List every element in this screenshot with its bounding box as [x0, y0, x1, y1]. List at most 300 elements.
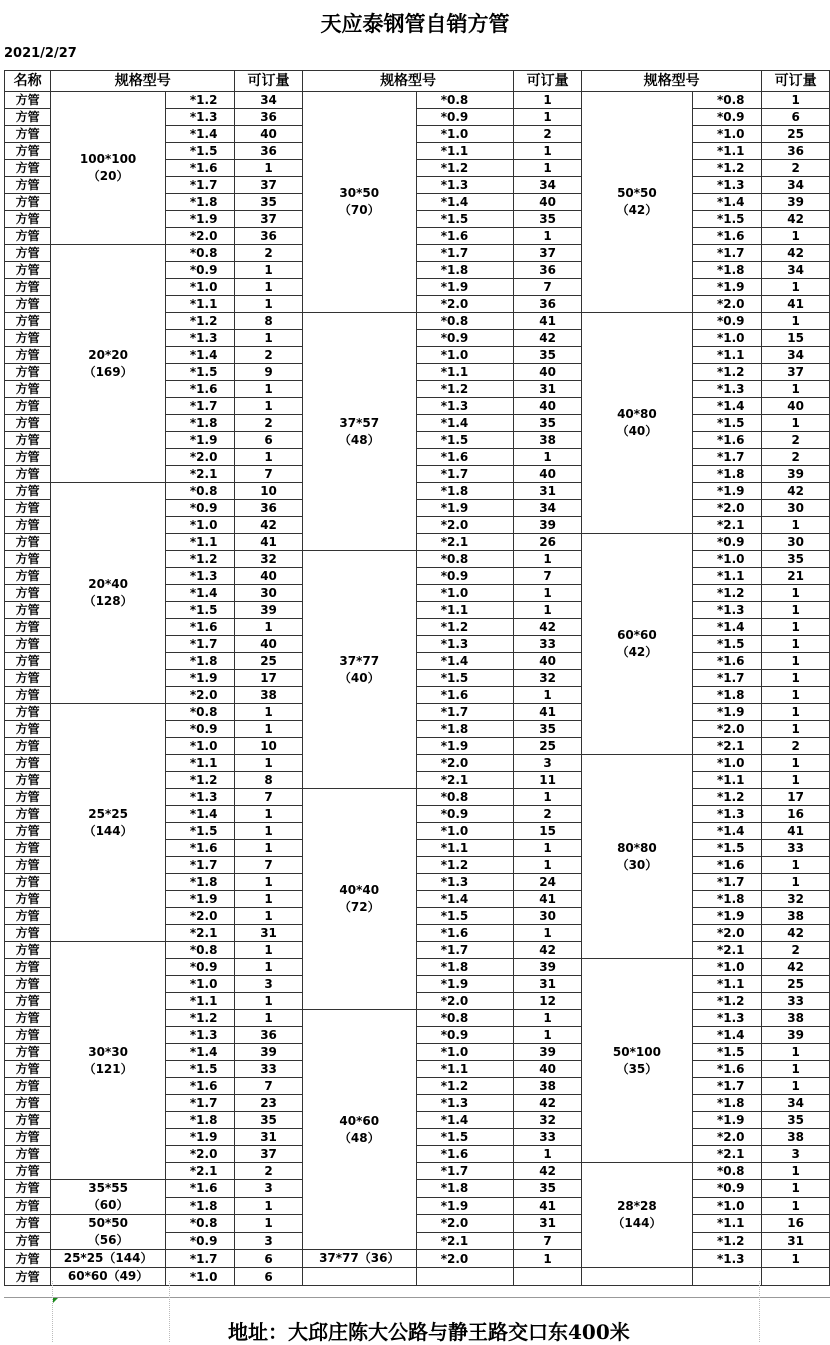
quantity-cell: 34	[762, 1095, 830, 1112]
quantity-cell: 1	[235, 381, 303, 398]
model-size: 50*50	[617, 186, 657, 200]
quantity-cell: 1	[762, 585, 830, 602]
row-name-cell: 方管	[5, 432, 51, 449]
row-name-cell: 方管	[5, 551, 51, 568]
quantity-cell: 36	[514, 262, 582, 279]
row-name-cell: 方管	[5, 1044, 51, 1061]
quantity-cell: 6	[762, 109, 830, 126]
thickness-cell: *2.0	[416, 296, 514, 313]
model-size: 28*28	[617, 1199, 657, 1213]
quantity-cell: 1	[514, 92, 582, 109]
thickness-cell: *1.5	[416, 670, 514, 687]
quantity-cell: 1	[235, 704, 303, 721]
model-count: （70）	[338, 203, 380, 217]
quantity-cell: 34	[762, 262, 830, 279]
quantity-cell: 1	[514, 840, 582, 857]
thickness-cell: *1.5	[692, 1044, 761, 1061]
quantity-cell: 25	[762, 126, 830, 143]
row-name-cell: 方管	[5, 143, 51, 160]
thickness-cell: *1.4	[165, 806, 234, 823]
quantity-cell: 40	[514, 364, 582, 381]
row-name-cell: 方管	[5, 1061, 51, 1078]
quantity-cell: 3	[235, 976, 303, 993]
thickness-cell: *1.9	[692, 1112, 761, 1129]
quantity-cell: 3	[762, 1146, 830, 1163]
thickness-cell: *1.3	[692, 1250, 761, 1268]
quantity-cell: 1	[235, 262, 303, 279]
empty-cell	[514, 1268, 582, 1286]
model-count: （60）	[87, 1198, 129, 1212]
thickness-cell: *2.0	[416, 993, 514, 1010]
empty-cell	[581, 1268, 692, 1286]
row-name-cell: 方管	[5, 500, 51, 517]
quantity-cell: 40	[514, 653, 582, 670]
thickness-cell: *1.3	[416, 177, 514, 194]
quantity-cell: 37	[762, 364, 830, 381]
model-size: 30*30	[88, 1044, 128, 1059]
model-size: 50*100	[612, 1044, 661, 1059]
quantity-cell: 1	[235, 398, 303, 415]
thickness-cell: *0.9	[416, 1027, 514, 1044]
quantity-cell: 2	[762, 160, 830, 177]
thickness-cell: *1.9	[165, 432, 234, 449]
model-count: （42）	[616, 645, 658, 659]
quantity-cell: 31	[514, 1215, 582, 1233]
quantity-cell: 34	[514, 500, 582, 517]
quantity-cell: 6	[235, 1250, 303, 1268]
quantity-cell: 31	[235, 925, 303, 942]
quantity-cell: 42	[762, 483, 830, 500]
thickness-cell: *1.2	[165, 1010, 234, 1027]
thickness-cell: *2.1	[692, 1146, 761, 1163]
thickness-cell: *1.3	[165, 789, 234, 806]
thickness-cell: *1.3	[416, 636, 514, 653]
header-qty-2: 可订量	[514, 71, 582, 92]
quantity-cell: 41	[514, 704, 582, 721]
quantity-cell: 31	[514, 976, 582, 993]
quantity-cell: 39	[514, 517, 582, 534]
thickness-cell: *1.8	[692, 687, 761, 704]
thickness-cell: *0.8	[692, 1163, 761, 1180]
model-cell	[51, 245, 166, 483]
quantity-cell: 30	[762, 534, 830, 551]
thickness-cell: *1.0	[416, 585, 514, 602]
quantity-cell: 40	[514, 398, 582, 415]
row-name-cell: 方管	[5, 993, 51, 1010]
quantity-cell: 42	[762, 925, 830, 942]
model-size: 37*57	[339, 415, 380, 430]
quantity-cell: 1	[514, 687, 582, 704]
cell-marker-icon	[53, 1298, 58, 1303]
model-cell	[51, 1250, 166, 1268]
quantity-cell: 34	[762, 177, 830, 194]
thickness-cell: *1.3	[165, 109, 234, 126]
thickness-cell: *2.0	[692, 500, 761, 517]
quantity-cell: 35	[762, 1112, 830, 1129]
thickness-cell: *1.1	[165, 534, 234, 551]
thickness-cell: *2.1	[165, 466, 234, 483]
quantity-cell: 1	[235, 619, 303, 636]
quantity-cell: 15	[762, 330, 830, 347]
quantity-cell: 21	[762, 568, 830, 585]
thickness-cell: *2.0	[416, 517, 514, 534]
quantity-cell: 42	[514, 619, 582, 636]
thickness-cell: *1.7	[165, 398, 234, 415]
thickness-cell: *1.9	[692, 279, 761, 296]
quantity-cell: 1	[235, 1197, 303, 1215]
quantity-cell: 33	[514, 1129, 582, 1146]
thickness-cell: *1.9	[692, 704, 761, 721]
quantity-cell: 7	[514, 279, 582, 296]
thickness-cell: *2.0	[692, 721, 761, 738]
row-name-cell: 方管	[5, 568, 51, 585]
thickness-cell: *1.7	[165, 177, 234, 194]
quantity-cell: 41	[514, 891, 582, 908]
thickness-cell: *1.4	[692, 823, 761, 840]
row-name-cell: 方管	[5, 398, 51, 415]
thickness-cell: *1.2	[416, 1078, 514, 1095]
quantity-cell: 36	[235, 228, 303, 245]
thickness-cell: *1.0	[416, 126, 514, 143]
row-name-cell: 方管	[5, 1232, 51, 1250]
thickness-cell: *1.6	[165, 381, 234, 398]
thickness-cell: *1.0	[165, 1268, 234, 1286]
thickness-cell: *1.6	[692, 653, 761, 670]
thickness-cell: *0.9	[165, 1232, 234, 1250]
quantity-cell: 1	[235, 1010, 303, 1027]
thickness-cell: *1.5	[165, 602, 234, 619]
thickness-cell: *1.6	[416, 228, 514, 245]
row-name-cell: 方管	[5, 976, 51, 993]
thickness-cell: *0.9	[165, 959, 234, 976]
row-name-cell: 方管	[5, 1197, 51, 1215]
row-name-cell: 方管	[5, 1112, 51, 1129]
footer-divider	[4, 1297, 830, 1298]
quantity-cell: 1	[235, 1215, 303, 1233]
quantity-cell: 6	[235, 1268, 303, 1286]
quantity-cell: 1	[762, 517, 830, 534]
quantity-cell: 1	[514, 1027, 582, 1044]
thickness-cell: *1.1	[692, 976, 761, 993]
row-name-cell: 方管	[5, 92, 51, 109]
quantity-cell: 16	[762, 1215, 830, 1233]
table-row	[5, 1180, 830, 1198]
quantity-cell: 42	[762, 959, 830, 976]
thickness-cell: *1.3	[692, 381, 761, 398]
row-name-cell: 方管	[5, 381, 51, 398]
model-count: （56）	[87, 1233, 129, 1247]
thickness-cell: *1.0	[692, 959, 761, 976]
quantity-cell: 25	[762, 976, 830, 993]
thickness-cell: *1.0	[692, 330, 761, 347]
report-date: 2021/2/27	[4, 46, 77, 61]
quantity-cell: 7	[235, 857, 303, 874]
quantity-cell: 41	[514, 313, 582, 330]
thickness-cell: *1.7	[416, 466, 514, 483]
model-size: 50*50	[88, 1216, 128, 1230]
thickness-cell: *1.6	[416, 687, 514, 704]
quantity-cell: 9	[235, 364, 303, 381]
thickness-cell: *2.0	[692, 1129, 761, 1146]
quantity-cell: 16	[762, 806, 830, 823]
row-name-cell: 方管	[5, 857, 51, 874]
model-size: 40*40	[339, 883, 380, 897]
thickness-cell: *1.2	[165, 772, 234, 789]
thickness-cell: *1.7	[165, 1095, 234, 1112]
quantity-cell: 23	[235, 1095, 303, 1112]
thickness-cell: *1.5	[692, 636, 761, 653]
quantity-cell: 2	[762, 449, 830, 466]
row-name-cell: 方管	[5, 908, 51, 925]
quantity-cell: 31	[514, 381, 582, 398]
thickness-cell: *1.6	[692, 432, 761, 449]
thickness-cell: *2.1	[416, 534, 514, 551]
thickness-cell: *1.2	[165, 551, 234, 568]
model-size: 20*20	[88, 347, 128, 362]
model-cell	[581, 1163, 692, 1268]
quantity-cell: 1	[762, 279, 830, 296]
model-count: （48）	[338, 432, 380, 447]
model-size: 40*60	[339, 1113, 380, 1128]
model-cell	[51, 704, 166, 942]
thickness-cell: *1.8	[165, 653, 234, 670]
thickness-cell: *1.3	[165, 330, 234, 347]
quantity-cell: 38	[235, 687, 303, 704]
quantity-cell: 26	[514, 534, 582, 551]
quantity-cell: 1	[235, 279, 303, 296]
thickness-cell: *1.8	[416, 262, 514, 279]
quantity-cell: 33	[762, 840, 830, 857]
quantity-cell: 1	[762, 653, 830, 670]
model-cell	[581, 92, 692, 313]
thickness-cell: *1.5	[692, 211, 761, 228]
quantity-cell: 17	[235, 670, 303, 687]
quantity-cell: 7	[235, 466, 303, 483]
thickness-cell: *0.9	[416, 806, 514, 823]
thickness-cell: *1.1	[692, 568, 761, 585]
model-size: 80*80	[617, 840, 657, 855]
empty-cell	[692, 1268, 761, 1286]
thickness-cell: *0.9	[165, 721, 234, 738]
row-name-cell: 方管	[5, 347, 51, 364]
thickness-cell: *1.5	[692, 415, 761, 432]
quantity-cell: 1	[235, 806, 303, 823]
quantity-cell: 1	[762, 1163, 830, 1180]
row-name-cell: 方管	[5, 1146, 51, 1163]
thickness-cell: *1.6	[692, 1061, 761, 1078]
table-row	[5, 92, 830, 109]
row-name-cell: 方管	[5, 160, 51, 177]
thickness-cell: *1.9	[692, 483, 761, 500]
model-cell	[581, 959, 692, 1163]
quantity-cell: 1	[762, 636, 830, 653]
row-name-cell: 方管	[5, 449, 51, 466]
thickness-cell: *1.1	[692, 347, 761, 364]
quantity-cell: 1	[762, 1061, 830, 1078]
thickness-cell: *0.8	[416, 313, 514, 330]
model-size: 25*25（144）	[63, 1251, 153, 1265]
empty-cell	[762, 1268, 830, 1286]
thickness-cell: *1.7	[165, 857, 234, 874]
model-count: （48）	[338, 1130, 380, 1145]
row-name-cell: 方管	[5, 942, 51, 959]
row-name-cell: 方管	[5, 364, 51, 381]
thickness-cell: *1.4	[692, 398, 761, 415]
thickness-cell: *2.0	[165, 228, 234, 245]
thickness-cell: *0.9	[692, 313, 761, 330]
thickness-cell: *1.9	[692, 908, 761, 925]
quantity-cell: 7	[514, 568, 582, 585]
thickness-cell: *1.9	[416, 976, 514, 993]
quantity-cell: 34	[762, 347, 830, 364]
thickness-cell: *1.3	[692, 602, 761, 619]
model-count: （72）	[338, 900, 380, 914]
model-cell	[51, 1180, 166, 1215]
model-cell	[581, 313, 692, 534]
quantity-cell: 42	[514, 330, 582, 347]
thickness-cell: *1.8	[416, 721, 514, 738]
quantity-cell: 1	[235, 840, 303, 857]
thickness-cell: *1.8	[165, 1197, 234, 1215]
quantity-cell: 1	[514, 449, 582, 466]
row-name-cell: 方管	[5, 1010, 51, 1027]
quantity-cell: 1	[514, 925, 582, 942]
quantity-cell: 3	[235, 1232, 303, 1250]
model-size: 20*40	[88, 577, 128, 591]
thickness-cell: *1.5	[692, 840, 761, 857]
quantity-cell: 40	[762, 398, 830, 415]
thickness-cell: *0.9	[416, 330, 514, 347]
model-count: （20）	[87, 169, 129, 183]
row-name-cell: 方管	[5, 1215, 51, 1233]
quantity-cell: 2	[762, 432, 830, 449]
thickness-cell: *1.5	[416, 432, 514, 449]
row-name-cell: 方管	[5, 245, 51, 262]
thickness-cell: *1.1	[692, 772, 761, 789]
row-name-cell: 方管	[5, 194, 51, 211]
thickness-cell: *1.9	[165, 670, 234, 687]
quantity-cell: 1	[762, 772, 830, 789]
row-name-cell: 方管	[5, 806, 51, 823]
quantity-cell: 1	[235, 874, 303, 891]
row-name-cell: 方管	[5, 517, 51, 534]
thickness-cell: *1.2	[416, 857, 514, 874]
thickness-cell: *0.8	[165, 942, 234, 959]
quantity-cell: 2	[514, 126, 582, 143]
thickness-cell: *2.0	[416, 755, 514, 772]
model-count: （40）	[616, 424, 658, 438]
quantity-cell: 1	[235, 330, 303, 347]
quantity-cell: 2	[762, 738, 830, 755]
quantity-cell: 35	[235, 1112, 303, 1129]
thickness-cell: *1.1	[416, 1061, 514, 1078]
thickness-cell: *2.0	[165, 449, 234, 466]
row-name-cell: 方管	[5, 126, 51, 143]
thickness-cell: *2.1	[692, 517, 761, 534]
thickness-cell: *1.1	[416, 602, 514, 619]
quantity-cell: 41	[235, 534, 303, 551]
quantity-cell: 1	[762, 1078, 830, 1095]
row-name-cell: 方管	[5, 1250, 51, 1268]
thickness-cell: *2.1	[165, 925, 234, 942]
quantity-cell: 35	[514, 347, 582, 364]
thickness-cell: *2.1	[692, 942, 761, 959]
quantity-cell: 1	[514, 602, 582, 619]
quantity-cell: 34	[235, 92, 303, 109]
thickness-cell: *1.0	[416, 1044, 514, 1061]
row-name-cell: 方管	[5, 755, 51, 772]
quantity-cell: 36	[235, 1027, 303, 1044]
header-qty-3: 可订量	[762, 71, 830, 92]
thickness-cell: *2.0	[416, 1215, 514, 1233]
thickness-cell: *0.8	[165, 483, 234, 500]
quantity-cell: 39	[235, 1044, 303, 1061]
model-size: 35*55	[88, 1181, 128, 1195]
quantity-cell: 1	[762, 1044, 830, 1061]
thickness-cell: *0.9	[165, 500, 234, 517]
quantity-cell: 1	[235, 296, 303, 313]
thickness-cell: *1.4	[165, 585, 234, 602]
thickness-cell: *1.8	[416, 959, 514, 976]
model-cell	[51, 942, 166, 1180]
quantity-cell: 35	[514, 415, 582, 432]
quantity-cell: 38	[762, 1010, 830, 1027]
thickness-cell: *1.0	[416, 347, 514, 364]
quantity-cell: 3	[235, 1180, 303, 1198]
thickness-cell: *2.1	[416, 1232, 514, 1250]
model-count: （144）	[612, 1216, 662, 1230]
quantity-cell: 40	[514, 1061, 582, 1078]
thickness-cell: *0.8	[165, 704, 234, 721]
thickness-cell: *1.5	[416, 211, 514, 228]
quantity-cell: 24	[514, 874, 582, 891]
model-size: 37*77（36）	[319, 1251, 400, 1265]
thickness-cell: *1.6	[165, 840, 234, 857]
thickness-cell: *1.4	[165, 1044, 234, 1061]
row-name-cell: 方管	[5, 636, 51, 653]
quantity-cell: 37	[235, 177, 303, 194]
thickness-cell: *1.6	[165, 1078, 234, 1095]
quantity-cell: 41	[514, 1197, 582, 1215]
model-count: （35）	[616, 1061, 658, 1076]
quantity-cell: 1	[762, 228, 830, 245]
thickness-cell: *2.1	[416, 772, 514, 789]
row-name-cell: 方管	[5, 313, 51, 330]
quantity-cell: 10	[235, 738, 303, 755]
thickness-cell: *1.2	[165, 92, 234, 109]
thickness-cell: *1.0	[165, 279, 234, 296]
thickness-cell: *1.1	[692, 1215, 761, 1233]
quantity-cell: 1	[235, 755, 303, 772]
thickness-cell: *1.5	[416, 1129, 514, 1146]
header-spec-1: 规格型号	[51, 71, 235, 92]
thickness-cell: *1.2	[692, 789, 761, 806]
footer-gridline	[759, 1281, 760, 1342]
thickness-cell: *1.2	[692, 585, 761, 602]
thickness-cell: *2.0	[165, 687, 234, 704]
page-title: 天应泰钢管自销方管	[320, 11, 510, 36]
row-name-cell: 方管	[5, 279, 51, 296]
thickness-cell: *1.9	[416, 500, 514, 517]
thickness-cell: *2.0	[165, 908, 234, 925]
model-size: 37*77	[339, 653, 380, 668]
thickness-cell: *1.9	[416, 738, 514, 755]
quantity-cell: 1	[235, 959, 303, 976]
thickness-cell: *0.9	[416, 109, 514, 126]
quantity-cell: 2	[235, 245, 303, 262]
thickness-cell: *1.6	[165, 1180, 234, 1198]
thickness-cell: *1.3	[416, 398, 514, 415]
